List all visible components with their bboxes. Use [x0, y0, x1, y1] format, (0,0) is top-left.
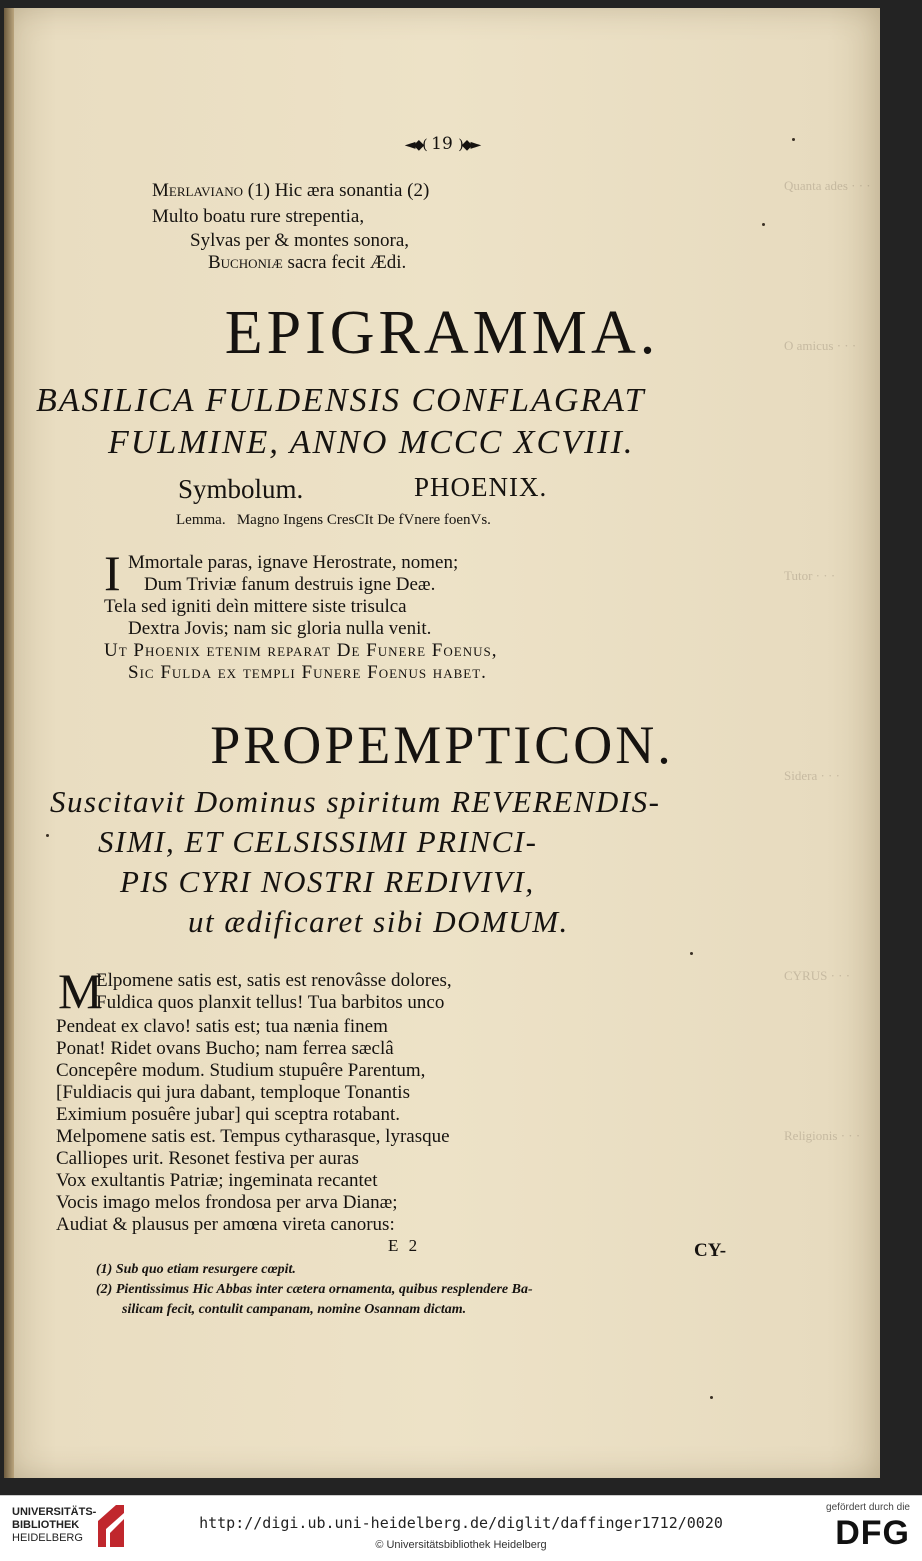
- propempticon-subtitle: SIMI, ET CELSISSIMI PRINCI-: [98, 824, 538, 859]
- permalink-url[interactable]: http://digi.ub.uni-heidelberg.de/diglit/daffinger1712/0020: [199, 1514, 723, 1532]
- symbolum-label: Symbolum.: [178, 474, 304, 504]
- dedication-line: Sylvas per & montes sonora,: [190, 230, 410, 251]
- folio-number: 19: [431, 134, 453, 154]
- library-name: UNIVERSITÄTS- BIBLIOTHEK HEIDELBERG: [12, 1506, 97, 1544]
- verse-line: Ponat! Ridet ovans Bucho; nam ferrea sæclâ: [56, 1038, 394, 1059]
- dedication-line: Buchoniæ sacra fecit Ædi.: [208, 252, 407, 273]
- footnote: (1) Sub quo etiam resurgere cœpit.: [96, 1262, 296, 1277]
- dedication-line: Merlaviano (1) Hic æra sonantia (2): [152, 180, 430, 201]
- epigramma-subtitle: BASILICA FULDENSIS CONFLAGRAT: [36, 382, 646, 419]
- verse-line: Elpomene satis est, satis est renovâsse dolores,: [96, 970, 452, 991]
- verse-line: Dextra Jovis; nam sic gloria nulla venit.: [128, 618, 432, 639]
- page-speck: [710, 1396, 713, 1399]
- drop-cap: M: [58, 963, 103, 1019]
- verse-line: Mmortale paras, ignave Herostrate, nomen;: [128, 552, 459, 573]
- funder-caption: gefördert durch die: [826, 1502, 910, 1513]
- verse-line: Vox exultantis Patriæ; ingeminata recantet: [56, 1170, 378, 1191]
- verse-line: Melpomene satis est. Tempus cytharasque, lyrasque: [56, 1126, 450, 1147]
- verse-line: Calliopes urit. Resonet festiva per auras: [56, 1148, 359, 1169]
- bleed-through: Sidera · · ·: [784, 768, 840, 783]
- verse-line: Tela sed igniti deìn mittere siste trisulca: [104, 596, 407, 617]
- bleed-through: O amicus · · ·: [784, 338, 857, 353]
- epigramma-subtitle: FULMINE, ANNO MCCC XCVIII.: [108, 424, 635, 461]
- verse-line: Sic Fulda ex templi Funere Foenus habet.: [128, 662, 487, 683]
- page-speck: [762, 223, 765, 226]
- ornament-left-icon: ◄◆(: [404, 137, 426, 153]
- symbolum-value: PHOENIX.: [414, 472, 548, 502]
- verse-line: Fuldica quos planxit tellus! Tua barbitos unco: [96, 992, 445, 1013]
- book-page: [4, 8, 880, 1478]
- catchword: CY-: [694, 1240, 727, 1261]
- viewer-footer: [0, 1495, 922, 1561]
- page-number: [4, 134, 880, 154]
- drop-cap: I: [104, 545, 121, 601]
- verse-line: Eximium posuêre jubar] qui sceptra rotabant.: [56, 1104, 401, 1125]
- verse-line: Concepêre modum. Studium stupuêre Parentum,: [56, 1060, 426, 1081]
- dedication-line: Multo boatu rure strepentia,: [152, 206, 365, 227]
- bleed-through: CYRUS · · ·: [784, 968, 851, 983]
- verse-line: Pendeat ex clavo! satis est; tua næniа finem: [56, 1016, 388, 1037]
- verse-line: [Fuldiacis qui jura dabant, temploque Tonantis: [56, 1082, 410, 1103]
- epigramma-heading: EPIGRAMMA.: [224, 299, 660, 367]
- footnote: silicam fecit, contulit campanam, nomine Osannam dictam.: [122, 1302, 467, 1317]
- footnote: (2) Pientissimus Hic Abbas inter cætera ornamenta, quibus resplendere Ba-: [96, 1282, 533, 1297]
- page-speck: [46, 834, 49, 837]
- verse-line: Dum Triviæ fanum destruis igne Deæ.: [144, 574, 436, 595]
- propempticon-subtitle: PIS CYRI NOSTRI REDIVIVI,: [120, 864, 535, 899]
- verse-line: Audiat & plausus per amœna vireta canorus:: [56, 1214, 395, 1235]
- verse-line: Ut Phoenix etenim reparat De Funere Foenus,: [104, 640, 498, 661]
- propempticon-subtitle: Suscitavit Dominus spiritum REVERENDIS-: [50, 784, 661, 819]
- lemma-label: Lemma.: [176, 512, 226, 528]
- bleed-through: Quanta ades · · ·: [784, 178, 871, 193]
- ornament-right-icon: )◆►: [458, 137, 480, 153]
- page-speck: [690, 952, 693, 955]
- propempticon-subtitle: ut ædificaret sibi DOMUM.: [188, 904, 569, 939]
- propempticon-heading: PROPEMPTICON.: [210, 715, 674, 775]
- verse-line: Vocis imago melos frondosa per arva Dianæ;: [56, 1192, 398, 1213]
- bleed-through: Tutor · · ·: [784, 568, 836, 583]
- signature-mark: E 2: [388, 1236, 421, 1255]
- lemma-line: [176, 512, 491, 529]
- lemma-text: Magno Ingens CresCIt De fVnere foenVs.: [236, 512, 491, 528]
- dfg-logo-icon[interactable]: DFG: [835, 1514, 910, 1552]
- bleed-through: Religionis · · ·: [784, 1128, 861, 1143]
- copyright-notice: © Universitätsbibliothek Heidelberg: [375, 1539, 547, 1551]
